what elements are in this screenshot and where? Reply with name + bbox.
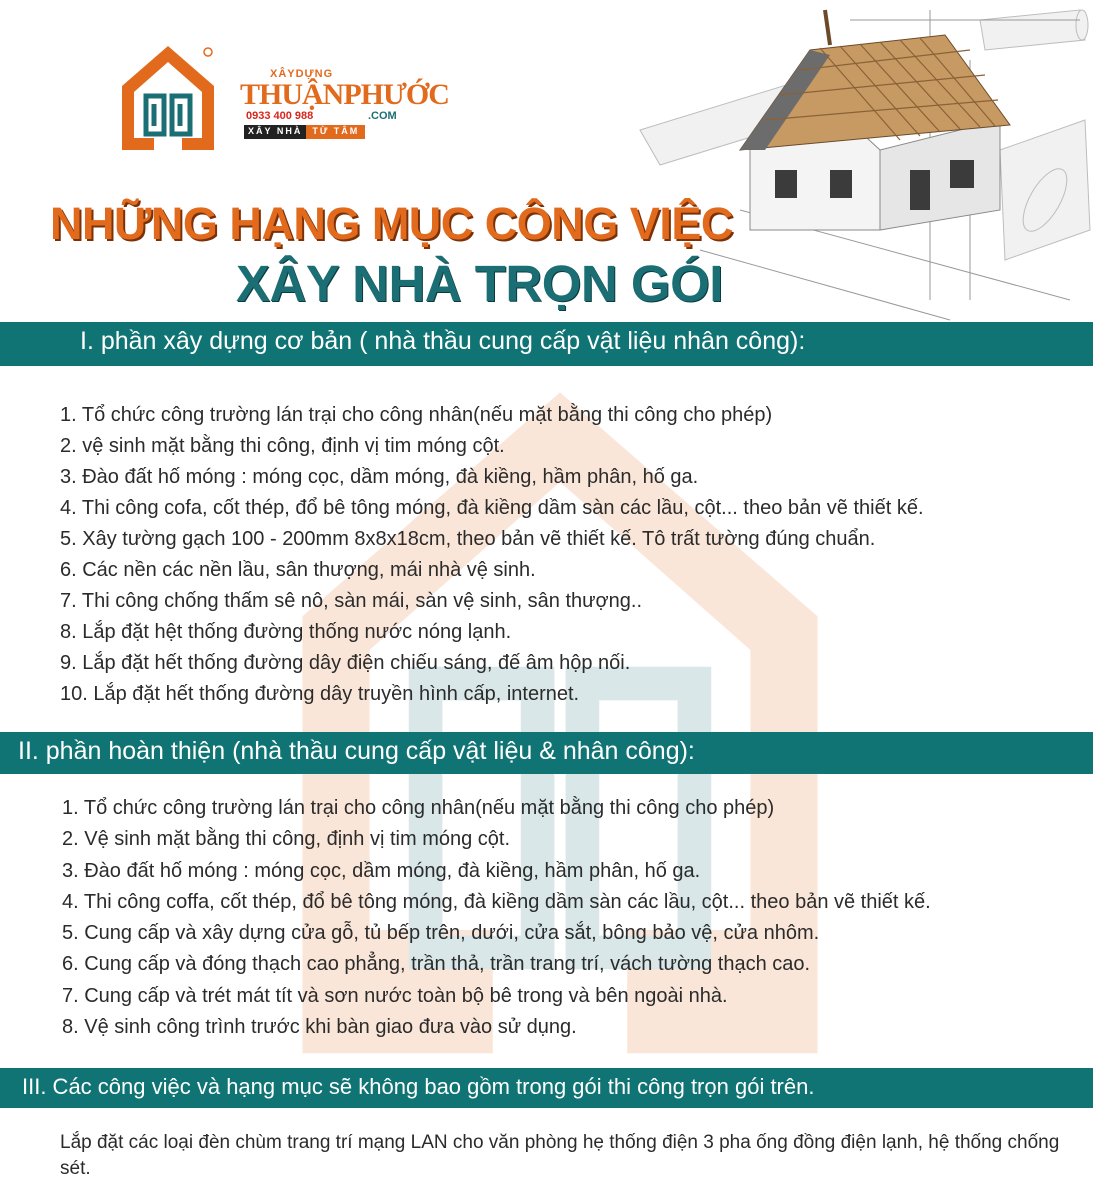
list-item: 1. Tổ chức công trường lán trại cho công nhân(nếu mặt bằng thi công cho phép) — [60, 404, 773, 426]
list-item: 6. Cung cấp và đóng thạch cao phẳng, trần thả, trần trang trí, vách tường thạch cao. — [62, 953, 811, 976]
section-3-header — [0, 1068, 1093, 1108]
list-item: 3. Đào đất hố móng : móng cọc, dầm móng, đà kiềng, hầm phân, hố ga. — [60, 466, 699, 488]
section-1-list — [60, 400, 924, 710]
list-item: 7. Thi công chống thấm sê nô, sàn mái, sàn vệ sinh, sân thượng.. — [60, 590, 643, 612]
brand-wordmark — [240, 68, 449, 148]
list-item: 5. Xây tường gạch 100 - 200mm 8x8x18cm, theo bản vẽ thiết kế. Tô trất tường đúng chuẩn. — [60, 528, 876, 550]
list-item: 4. Thi công cofa, cốt thép, đổ bê tông móng, đà kiềng dầm sàn các lầu, cột... theo bản vẽ thiết kế. — [60, 497, 924, 519]
section-2-list — [62, 793, 931, 1043]
section-1-header — [0, 322, 1093, 366]
section-2-header — [0, 732, 1093, 774]
section-3-heading: III. Các công việc và hạng mục sẽ không bao gồm trong gói thi công trọn gói trên. — [22, 1074, 815, 1099]
list-item: 5. Cung cấp và xây dựng cửa gỗ, tủ bếp trên, dưới, cửa sắt, bông bảo vệ, cửa nhôm. — [62, 922, 820, 945]
brand-top-text: XÂYDỰNG — [270, 68, 334, 80]
page-title-line2: XÂY NHÀ TRỌN GÓI — [236, 255, 723, 312]
list-item: 2. Vệ sinh mặt bằng thi công, định vị tim móng cột. — [62, 828, 511, 851]
list-item: 8. Vệ sinh công trình trước khi bàn giao đưa vào sử dụng. — [62, 1016, 577, 1039]
page-title-line1: NHỮNG HẠNG MỤC CÔNG VIỆC — [50, 198, 733, 249]
brand-name: THUẬNPHƯỚC — [240, 78, 449, 111]
slogan-right: TỪ TÂM — [306, 125, 365, 139]
section-1-heading: I. phần xây dựng cơ bản ( nhà thầu cung cấp vật liệu nhân công): — [80, 327, 806, 355]
list-item: 7. Cung cấp và trét mát tít và sơn nước toàn bộ bê trong và bên ngoài nhà. — [62, 984, 728, 1007]
list-item: 4. Thi công coffa, cốt thép, đổ bê tông móng, đà kiềng dầm sàn các lầu, cột... theo bản vẽ thiết kế. — [62, 890, 931, 913]
company-logo-icon — [118, 42, 218, 154]
list-item: 10. Lắp đặt hết thống đường dây truyền hình cấp, internet. — [60, 683, 580, 705]
list-item: 3. Đào đất hố móng : móng cọc, dầm móng, đà kiềng, hầm phân, hố ga. — [62, 859, 701, 882]
slogan-left: XÂY NHÀ — [244, 125, 306, 139]
list-item: 8. Lắp đặt hệt thống đường thống nước nóng lạnh. — [60, 621, 512, 643]
list-item: 6. Các nền các nền lầu, sân thượng, mái nhà vệ sinh. — [60, 559, 536, 581]
section-3-note: Lắp đặt các loại đèn chùm trang trí mạng LAN cho văn phòng hẹ thống điện 3 pha ống đồng điện lạnh, hệ thống chống sét. — [60, 1132, 1060, 1179]
list-item: 2. vệ sinh mặt bằng thi công, định vị tim móng cột. — [60, 435, 505, 457]
brand-phone: 0933 400 988 — [246, 110, 314, 122]
brand-slogan — [244, 125, 365, 139]
list-item: 1. Tổ chức công trường lán trại cho công nhân(nếu mặt bằng thi công cho phép) — [62, 797, 775, 819]
section-2-heading: II. phần hoàn thiện (nhà thầu cung cấp vật liệu & nhân công): — [18, 737, 695, 765]
list-item: 9. Lắp đặt hết thống đường dây điện chiếu sáng, đế âm hộp nối. — [60, 652, 631, 674]
brand-domain: .COM — [368, 110, 397, 122]
